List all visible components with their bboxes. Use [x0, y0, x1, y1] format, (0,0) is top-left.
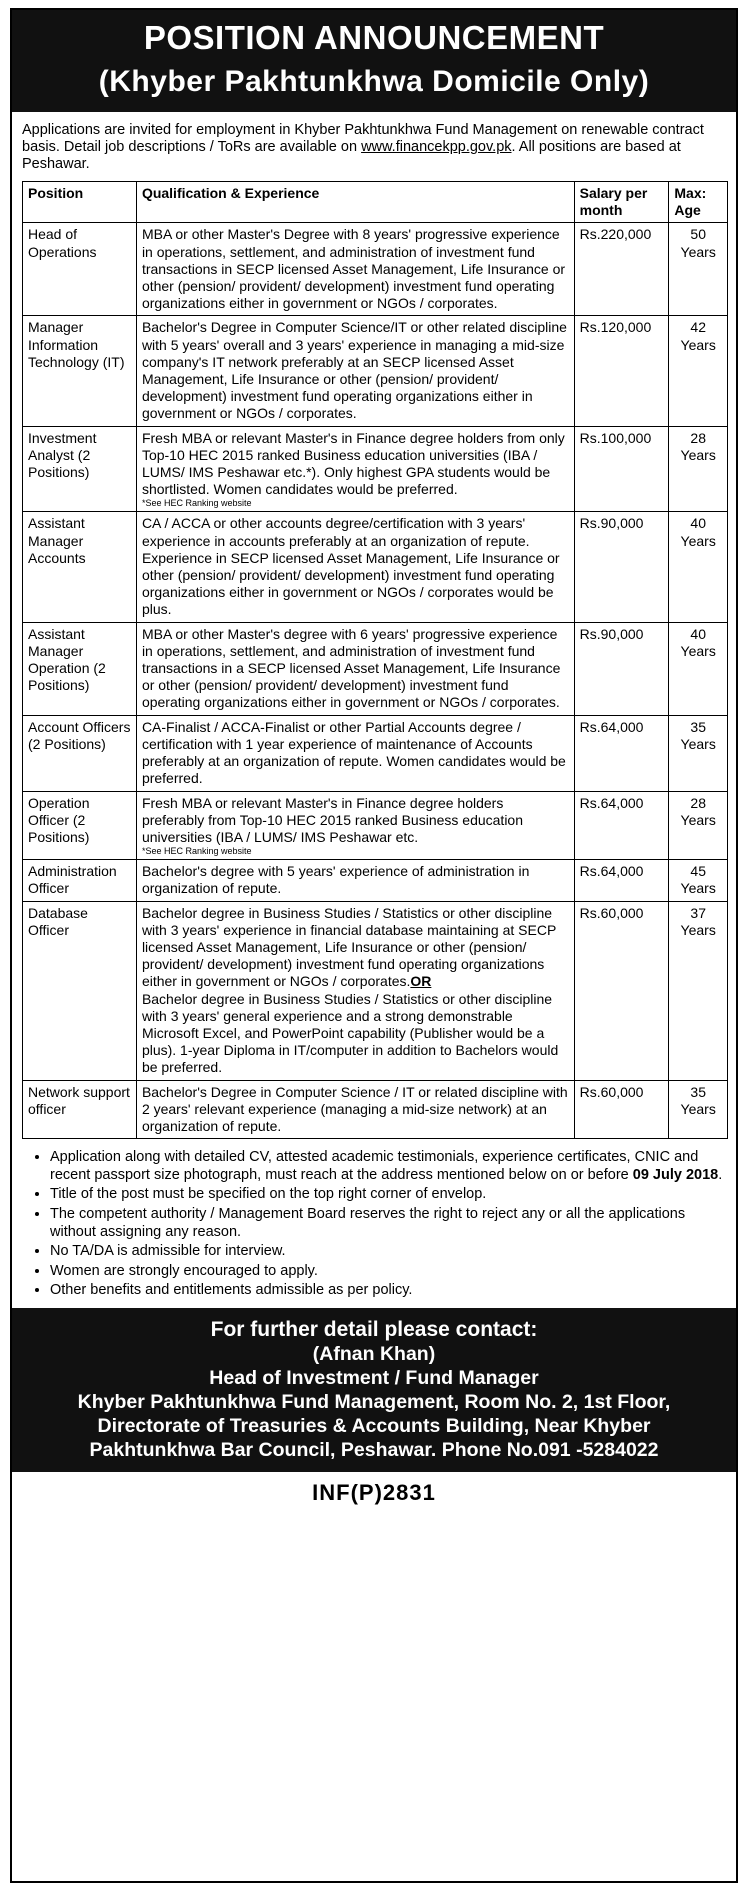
qualification-cell: Bachelor's Degree in Computer Science / IT or related discipline with 2 years' relevant experience (managing a mid-size network) at an organization of repute.	[136, 1080, 574, 1139]
list-item	[50, 1149, 726, 1184]
intro-paragraph	[12, 112, 736, 181]
hec-note: *See HEC Ranking website	[141, 498, 252, 509]
qualification-text	[142, 905, 569, 991]
age-cell: 37 Years	[669, 901, 728, 1080]
qualification-text: CA / ACCA or other accounts degree/certification with 3 years' experience in accounts preferably at an organization of repute.	[141, 515, 530, 549]
positions-table	[22, 181, 728, 1139]
contact-designation: Head of Investment / Fund Manager	[209, 1366, 539, 1389]
qualification-text-2: Bachelor degree in Business Studies / Statistics or other discipline with 3 years' general experience and a strong demonstrable Microsoft Excel, and PowerPoint capability (Publisher would be a plus). 1-year Diploma in IT/computer in addition to Bachelors would be preferred.	[141, 990, 559, 1076]
position-cell: Administration Officer	[23, 860, 137, 901]
qualification-cell: MBA or other Master's degree with 6 years' progressive experience in operations, settlement, and administration of investment fund transactions in a SECP licensed Asset Management, Life Insurance or other (pension/ provident/ development) investment fund operating organizations either in government or NGOs / corporates.	[136, 622, 574, 715]
instructions-list	[22, 1149, 726, 1300]
header-salary: Salary per month	[574, 182, 669, 223]
list-item: • Other benefits and entitlements admissible as per policy.	[50, 1282, 726, 1300]
table-row	[23, 316, 728, 426]
salary-cell: Rs.64,000	[574, 791, 669, 860]
table-header-row	[23, 182, 728, 223]
age-cell: 40 Years	[669, 512, 728, 622]
contact-address-3: Pakhtunkhwa Bar Council, Peshawar. Phone No.091 -5284022	[89, 1438, 659, 1461]
list-item: • The competent authority / Management Board reserves the right to reject any or all the applications without assigning any reason.	[50, 1206, 726, 1241]
table-row	[23, 426, 728, 512]
salary-cell: Rs.120,000	[574, 316, 669, 426]
salary-cell: Rs.100,000	[574, 426, 669, 512]
position-cell: Assistant Manager Accounts	[23, 512, 137, 622]
age-cell: 35 Years	[669, 1080, 728, 1139]
age-cell: 45 Years	[669, 860, 728, 901]
contact-heading: For further detail please contact:	[210, 1317, 538, 1341]
table-row	[23, 512, 728, 622]
qualification-cell: CA-Finalist / ACCA-Finalist or other Partial Accounts degree / certification with 1 year experience of maintenance of Accounts preferably at an organization of repute. Women candidates would be preferred.	[136, 715, 574, 791]
position-cell: Database Officer	[23, 901, 137, 1080]
intro-text-end: . All positions are based at Peshawar.	[22, 139, 681, 172]
header-position: Position	[23, 182, 137, 223]
table-row	[23, 791, 728, 860]
website-link[interactable]: www.financekpp.gov.pk	[361, 139, 512, 155]
table-row	[23, 901, 728, 1080]
header-banner	[12, 10, 736, 112]
table-row	[23, 1080, 728, 1139]
hec-note: *See HEC Ranking website	[141, 846, 252, 857]
qualification-cell	[136, 426, 574, 512]
qualification-text: Fresh MBA or relevant Master's in Finance degree holders from only Top-10 HEC 2015 ranked Business education universities (IBA / LUMS/ IMS Peshawar etc.*). Only highest GPA students would be shortlisted. Women candidates would be preferred.	[141, 429, 565, 498]
bullet-1-text: Application along with detailed CV, attested academic testimonials, experience certificates, CNIC and recent passport size photograph, must reach at the address mentioned below on or before	[50, 1149, 699, 1183]
table-row	[23, 622, 728, 715]
salary-cell: Rs.90,000	[574, 512, 669, 622]
header-age: Max: Age	[669, 182, 728, 223]
inf-code: INF(P)2831	[312, 1479, 436, 1505]
contact-address-2: Directorate of Treasuries & Accounts Building, Near Khyber	[97, 1414, 651, 1437]
list-item: • Women are strongly encouraged to apply.	[50, 1263, 726, 1281]
age-cell: 42 Years	[669, 316, 728, 426]
intro-text: Applications are invited for employment in Khyber Pakhtunkhwa Fund Management on renewable contract basis. Detail job descriptions / ToRs are available on	[22, 122, 704, 155]
salary-cell: Rs.60,000	[574, 901, 669, 1080]
announcement	[10, 8, 738, 1883]
salary-cell: Rs.220,000	[574, 223, 669, 316]
position-cell: Assistant Manager Operation (2 Positions)	[23, 622, 137, 715]
qualification-cell: Bachelor's Degree in Computer Science/IT or other related discipline with 5 years' overall and 3 years' experience in managing a mid-size company's IT network preferably at an SECP licensed Asset Management, Life Insurance or other (pension/ provident/ development) investment fund operating organizations either in government or NGOs / corporates.	[136, 316, 574, 426]
qualification-cell: MBA or other Master's Degree with 8 years' progressive experience in operations, settlement, and administration of investment fund transactions in SECP licensed Asset Management, Life Insurance or other (pension/ provident/ development) investment fund operating organizations either in government or NGOs / corporates.	[136, 223, 574, 316]
qualification-cell	[136, 512, 574, 622]
contact-name: (Afnan Khan)	[312, 1342, 436, 1365]
list-item: • Title of the post must be specified on the top right corner of envelop.	[50, 1186, 726, 1204]
contact-banner	[12, 1308, 736, 1472]
qualification-text-2: Experience in SECP licensed Asset Management, Life Insurance or other (pension/ provident/ development) investment fund operating organizations either in government or NGOs / corporates would be plus.	[141, 549, 560, 618]
qualification-text: Fresh MBA or relevant Master's in Finance degree holders preferably from Top-10 HEC 2015 ranked Business education universities (IBA / LUMS/ IMS Peshawar etc.	[141, 794, 524, 845]
contact-address-1: Khyber Pakhtunkhwa Fund Management, Room No. 2, 1st Floor,	[77, 1390, 671, 1413]
qualification-part-1: Bachelor degree in Business Studies / Statistics or other discipline with 3 years' experience in financial database maintaining at SECP licensed Asset Management, Life Insurance or other (pension/ provident/ development) investment fund operating organizations either in government or NGOs / corporates.	[141, 904, 557, 990]
header-qualification: Qualification & Experience	[136, 182, 574, 223]
salary-cell: Rs.60,000	[574, 1080, 669, 1139]
qualification-cell: Bachelor's degree with 5 years' experience of administration in organization of repute.	[136, 860, 574, 901]
age-cell: 35 Years	[669, 715, 728, 791]
table-row	[23, 715, 728, 791]
position-cell: Account Officers (2 Positions)	[23, 715, 137, 791]
position-cell: Manager Information Technology (IT)	[23, 316, 137, 426]
age-cell: 40 Years	[669, 622, 728, 715]
qualification-cell	[136, 901, 574, 1080]
position-cell: Investment Analyst (2 Positions)	[23, 426, 137, 512]
page-title: POSITION ANNOUNCEMENT	[143, 19, 605, 56]
qualification-cell	[136, 791, 574, 860]
position-cell: Network support officer	[23, 1080, 137, 1139]
table-row	[23, 860, 728, 901]
or-separator: OR	[410, 973, 432, 990]
table-row	[23, 223, 728, 316]
salary-cell: Rs.90,000	[574, 622, 669, 715]
position-cell: Operation Officer (2 Positions)	[23, 791, 137, 860]
age-cell: 50 Years	[669, 223, 728, 316]
page-subtitle: (Khyber Pakhtunkhwa Domicile Only)	[98, 65, 650, 98]
list-item: • No TA/DA is admissible for interview.	[50, 1243, 726, 1261]
salary-cell: Rs.64,000	[574, 715, 669, 791]
position-cell: Head of Operations	[23, 223, 137, 316]
bullet-1-end: .	[718, 1166, 723, 1183]
salary-cell: Rs.64,000	[574, 860, 669, 901]
age-cell: 28 Years	[669, 426, 728, 512]
age-cell: 28 Years	[669, 791, 728, 860]
deadline-date: 09 July 2018	[632, 1166, 719, 1183]
